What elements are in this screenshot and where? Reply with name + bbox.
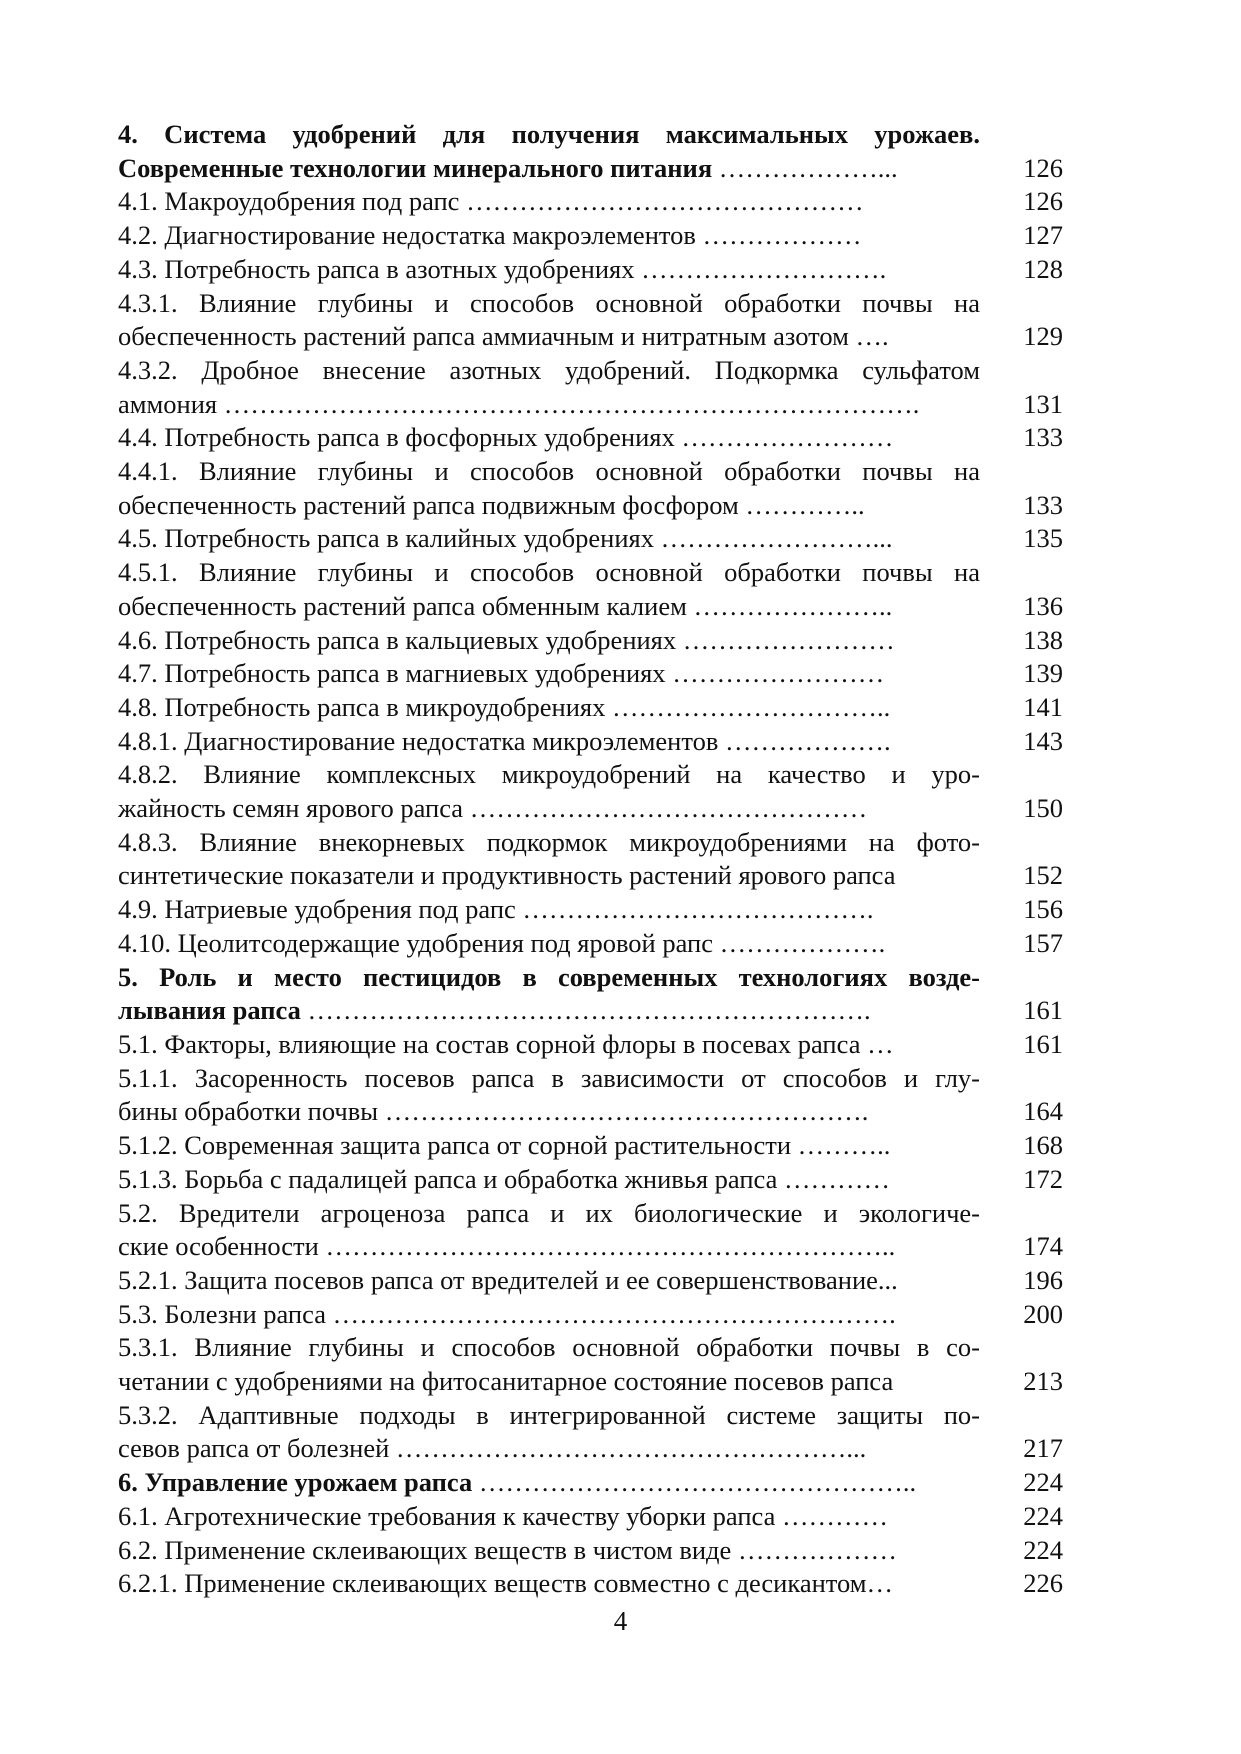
toc-page-number: 172	[1023, 1163, 1063, 1194]
toc-entry-title	[118, 1197, 980, 1264]
toc-entry-last-line	[118, 657, 980, 691]
toc-dot-leader: ………………	[695, 220, 862, 251]
toc-entry-last-line	[118, 1163, 980, 1197]
toc-entry-line: 5.2. Вредители агроценоза рапса и их биологические и экологиче-	[118, 1197, 980, 1228]
toc-entry-last-line	[118, 1264, 980, 1298]
toc-page-number: 133	[1023, 489, 1063, 520]
toc-entry-last-line	[118, 624, 980, 658]
toc-entry-title	[118, 1567, 980, 1601]
toc-page-number: 161	[1023, 1028, 1063, 1059]
toc-entry-title	[118, 185, 980, 219]
toc-dot-leader: …	[866, 1568, 894, 1599]
toc-page-number: 224	[1023, 1534, 1063, 1565]
toc-entry-title	[118, 118, 980, 185]
toc-entry-title	[118, 961, 980, 1028]
toc-entry-last-text: 5.3. Болезни рапса	[118, 1298, 326, 1329]
toc-entry	[118, 1534, 1063, 1568]
toc-page-number: 164	[1023, 1096, 1063, 1127]
toc-entry-title	[118, 1534, 980, 1568]
toc-entry-last-text: аммония	[118, 388, 218, 419]
toc-entry	[118, 1129, 1063, 1163]
toc-entry	[118, 1331, 1063, 1398]
toc-entry-last-line	[118, 253, 980, 287]
toc-entry-title	[118, 1264, 980, 1298]
toc-entry	[118, 253, 1063, 287]
toc-entry-last-line	[118, 927, 980, 961]
toc-entry-last-text: четании с удобрениями на фитосанитарное состояние посевов рапса	[118, 1366, 894, 1397]
toc-entry-title	[118, 556, 980, 623]
toc-entry	[118, 1264, 1063, 1298]
toc-entry-title	[118, 253, 980, 287]
toc-dot-leader: …………	[775, 1500, 888, 1531]
toc-entry	[118, 421, 1063, 455]
toc-page-number: 127	[1023, 220, 1063, 251]
toc-entry-last-text: обеспеченность растений рапса обменным калием	[118, 590, 687, 621]
toc-entry-last-line	[118, 1298, 980, 1332]
toc-dot-leader: ………………………………………………………..	[318, 1231, 896, 1262]
toc-entry	[118, 961, 1063, 1028]
toc-entry-title	[118, 219, 980, 253]
toc-entry	[118, 758, 1063, 825]
toc-dot-leader: ……………………	[674, 422, 894, 453]
toc-entry-last-line	[118, 1432, 980, 1466]
toc-entry-last-text: 5.1.2. Современная защита рапса от сорной растительности	[118, 1130, 792, 1161]
toc-entry-last-line	[118, 1365, 980, 1399]
toc-entry	[118, 1197, 1063, 1264]
toc-page-number: 161	[1023, 995, 1063, 1026]
toc-page-number: 168	[1023, 1130, 1063, 1161]
page-number: 4	[613, 1606, 628, 1636]
toc-entry-last-text: 4.7. Потребность рапса в магниевых удобрениях	[118, 658, 666, 689]
toc-page-number: 141	[1023, 691, 1063, 722]
toc-entry	[118, 1399, 1063, 1466]
toc-page-number: 136	[1023, 590, 1063, 621]
toc-entry-last-line	[118, 893, 980, 927]
toc-dot-leader: ……………………	[676, 624, 895, 655]
toc-entry	[118, 1028, 1063, 1062]
toc-entry-last-text: 4.8.1. Диагностирование недостатка микроэлементов	[118, 725, 719, 756]
toc-entry-last-text: 6. Управление урожаем рапса	[118, 1467, 473, 1498]
toc-entry	[118, 1062, 1063, 1129]
toc-dot-leader: ……………………………………………………….	[325, 1298, 896, 1329]
toc-entry-title	[118, 927, 980, 961]
toc-entry-last-line	[118, 1567, 980, 1601]
toc-entry-last-line	[118, 1500, 980, 1534]
toc-dot-leader: ………………	[731, 1534, 897, 1565]
toc-entry-last-text: 4.9. Натриевые удобрения под рапс	[118, 894, 516, 925]
toc-entry	[118, 624, 1063, 658]
toc-dot-leader: ……………….	[712, 927, 886, 958]
toc-dot-leader: …………………………………………………………………….	[217, 388, 920, 419]
toc-entry-last-text: 5.2.1. Защита посевов рапса от вредителей и ее совершенствование...	[118, 1264, 898, 1295]
toc-dot-leader: …………………………..	[605, 691, 891, 722]
toc-entry-last-text: жайность семян ярового рапса	[118, 793, 464, 824]
toc-entry-title	[118, 657, 980, 691]
toc-entry-title	[118, 455, 980, 522]
toc-dot-leader: ……………………………………………...	[389, 1433, 867, 1464]
toc-entry-last-line	[118, 691, 980, 725]
toc-page-number: 133	[1023, 422, 1063, 453]
toc-entry-last-text: 4.4. Потребность рапса в фосфорных удобрениях	[118, 422, 675, 453]
toc-entry	[118, 725, 1063, 759]
toc-entry-line: 4.4.1. Влияние глубины и способов основной обработки почвы на	[118, 456, 980, 487]
toc-entry	[118, 657, 1063, 691]
toc-dot-leader: …	[860, 1028, 894, 1059]
toc-dot-leader: ……………………………………………………….	[300, 995, 871, 1026]
toc-entry-title	[118, 826, 980, 893]
toc-entry	[118, 691, 1063, 725]
toc-entry-last-line	[118, 1466, 980, 1500]
toc-entry	[118, 118, 1063, 185]
toc-page-number: 157	[1023, 927, 1063, 958]
toc-entry-last-line	[118, 725, 980, 759]
toc-entry-title	[118, 1028, 980, 1062]
toc-page-number: 150	[1023, 793, 1063, 824]
toc-entry	[118, 185, 1063, 219]
toc-entry-title	[118, 1331, 980, 1398]
toc-entry-title	[118, 1129, 980, 1163]
toc-entry-line: 4.3.2. Дробное внесение азотных удобрений. Подкормка сульфатом	[118, 354, 980, 385]
toc-entry-line: 4. Система удобрений для получения максимальных урожаев.	[118, 119, 980, 149]
toc-entry-line: 4.3.1. Влияние глубины и способов основной обработки почвы на	[118, 287, 980, 318]
toc-entry	[118, 893, 1063, 927]
toc-entry-last-line	[118, 522, 980, 556]
toc-entry-last-text: 6.2. Применение склеивающих веществ в чистом виде	[118, 1534, 732, 1565]
toc-entry-last-line	[118, 994, 980, 1028]
toc-entry-last-text: ские особенности	[118, 1231, 319, 1262]
toc-entry-line: 4.8.2. Влияние комплексных микроудобрений на качество и уро-	[118, 759, 980, 790]
toc-entry-last-text: обеспеченность растений рапса аммиачным и нитратным азотом	[118, 321, 849, 352]
toc-entry-last-text: 4.6. Потребность рапса в кальциевых удобрениях	[118, 624, 677, 655]
toc-entry-last-line	[118, 1534, 980, 1568]
toc-entry	[118, 287, 1063, 354]
toc-entry-last-text: 5.1. Факторы, влияющие на состав сорной флоры в посевах рапса	[118, 1028, 861, 1059]
toc-entry	[118, 1466, 1063, 1500]
toc-entry-line: 5.1.1. Засоренность посевов рапса в зависимости от способов и глу-	[118, 1062, 980, 1093]
toc-entry	[118, 455, 1063, 522]
toc-entry-title	[118, 1163, 980, 1197]
toc-entry-last-line	[118, 421, 980, 455]
toc-entry-title	[118, 758, 980, 825]
toc-entry-title	[118, 1500, 980, 1534]
toc-entry-title	[118, 1399, 980, 1466]
toc-entry-last-text: 6.1. Агротехнические требования к качеству уборки рапса	[118, 1500, 776, 1531]
toc-entry-last-text: 4.10. Цеолитсодержащие удобрения под яровой рапс	[118, 927, 713, 958]
toc-page-number: 131	[1023, 388, 1063, 419]
toc-page-number: 138	[1023, 624, 1063, 655]
toc-dot-leader: …………..	[738, 489, 865, 520]
toc-page-number: 156	[1023, 894, 1063, 925]
toc-entry	[118, 1567, 1063, 1601]
toc-entry	[118, 826, 1063, 893]
toc-entry-last-text: севов рапса от болезней	[118, 1433, 390, 1464]
toc-entry-line: 5.3.2. Адаптивные подходы в интегрированной системе защиты по-	[118, 1399, 980, 1430]
toc-entry-last-text: 4.2. Диагностирование недостатка макроэлементов	[118, 220, 696, 251]
toc-page-number: 128	[1023, 253, 1063, 284]
toc-entry-last-line	[118, 185, 980, 219]
toc-entry-title	[118, 1062, 980, 1129]
toc-entry-line: 4.8.3. Влияние внекорневых подкормок микроудобрениями на фото-	[118, 826, 980, 857]
toc-entry-title	[118, 354, 980, 421]
toc-entry-line: 4.5.1. Влияние глубины и способов основной обработки почвы на	[118, 557, 980, 588]
toc-page-number: 224	[1023, 1500, 1063, 1531]
toc-entry-title	[118, 725, 980, 759]
toc-dot-leader: ……………………...	[653, 523, 893, 554]
toc-entry-title	[118, 624, 980, 658]
toc-entry-last-line	[118, 792, 980, 826]
toc-entry-last-text: 4.1. Макроудобрения под рапс	[118, 186, 460, 217]
toc-entry-title	[118, 287, 980, 354]
table-of-contents	[118, 118, 1063, 1601]
toc-page-number: 152	[1023, 860, 1063, 891]
toc-entry-last-text: 5.1.3. Борьба с падалицей рапса и обработка жнивья рапса	[118, 1163, 778, 1194]
toc-page-number: 196	[1023, 1264, 1063, 1295]
toc-entry-title	[118, 421, 980, 455]
toc-entry-last-line	[118, 489, 980, 523]
toc-dot-leader: …………………………………………..	[472, 1467, 917, 1498]
toc-entry-last-text: 6.2.1. Применение склеивающих веществ совместно с десикантом	[118, 1568, 867, 1599]
toc-entry-last-line	[118, 590, 980, 624]
toc-entry	[118, 219, 1063, 253]
toc-entry-last-line	[118, 859, 980, 893]
toc-entry-title	[118, 893, 980, 927]
toc-entry	[118, 1163, 1063, 1197]
toc-entry-last-text: 4.3. Потребность рапса в азотных удобрениях	[118, 253, 635, 284]
toc-dot-leader: ………………...	[712, 152, 898, 183]
toc-dot-leader: ………..	[791, 1130, 891, 1161]
toc-entry-line: 5.3.1. Влияние глубины и способов основной обработки почвы в со-	[118, 1332, 980, 1363]
toc-page-number: 143	[1023, 725, 1063, 756]
toc-entry-last-line	[118, 152, 980, 186]
toc-entry-last-text: Современные технологии минерального питания	[118, 152, 713, 183]
toc-entry-last-line	[118, 1129, 980, 1163]
toc-page-number: 174	[1023, 1231, 1063, 1262]
toc-dot-leader: ………………………………….	[515, 894, 874, 925]
toc-dot-leader: ……………………….	[634, 253, 887, 284]
toc-entry-title	[118, 1466, 980, 1500]
toc-entry-last-line	[118, 388, 980, 422]
toc-entry-title	[118, 522, 980, 556]
toc-entry-last-text: 4.8. Потребность рапса в микроудобрениях	[118, 691, 606, 722]
toc-entry-last-text: 4.5. Потребность рапса в калийных удобрениях	[118, 523, 654, 554]
toc-page-number: 213	[1023, 1366, 1063, 1397]
toc-entry-last-text: синтетические показатели и продуктивность растений ярового рапса	[118, 860, 896, 891]
toc-dot-leader: ……………….	[718, 725, 891, 756]
toc-entry-last-text: обеспеченность растений рапса подвижным фосфором	[118, 489, 739, 520]
toc-page-number: 135	[1023, 523, 1063, 554]
toc-page-number: 217	[1023, 1433, 1063, 1464]
toc-entry	[118, 556, 1063, 623]
toc-entry-title	[118, 691, 980, 725]
toc-page-number: 139	[1023, 658, 1063, 689]
toc-page-number: 224	[1023, 1467, 1063, 1498]
toc-dot-leader: ……………………………………………….	[378, 1096, 869, 1127]
toc-page-number: 126	[1023, 152, 1063, 183]
toc-entry-title	[118, 1298, 980, 1332]
toc-page-number: 200	[1023, 1298, 1063, 1329]
toc-entry-last-line	[118, 219, 980, 253]
toc-entry-last-line	[118, 1028, 980, 1062]
toc-dot-leader: ………………………………………	[463, 793, 868, 824]
toc-dot-leader: …………	[777, 1163, 890, 1194]
toc-entry	[118, 927, 1063, 961]
toc-dot-leader: …………………..	[686, 590, 893, 621]
toc-page-number: 126	[1023, 186, 1063, 217]
toc-page-number: 129	[1023, 321, 1063, 352]
toc-entry	[118, 522, 1063, 556]
toc-entry	[118, 1500, 1063, 1534]
toc-entry-last-text: бины обработки почвы	[118, 1096, 379, 1127]
toc-entry-line: 5. Роль и место пестицидов в современных технологиях возде-	[118, 961, 980, 992]
toc-entry	[118, 1298, 1063, 1332]
toc-dot-leader: ….	[848, 321, 889, 352]
toc-dot-leader: ……………………	[665, 658, 885, 689]
toc-page-number: 226	[1023, 1568, 1063, 1599]
toc-entry-last-line	[118, 1095, 980, 1129]
toc-entry-last-text: лывания рапса	[118, 995, 301, 1026]
toc-entry-last-line	[118, 1230, 980, 1264]
toc-entry-last-line	[118, 320, 980, 354]
toc-entry	[118, 354, 1063, 421]
toc-dot-leader: ………………………………………	[459, 186, 864, 217]
